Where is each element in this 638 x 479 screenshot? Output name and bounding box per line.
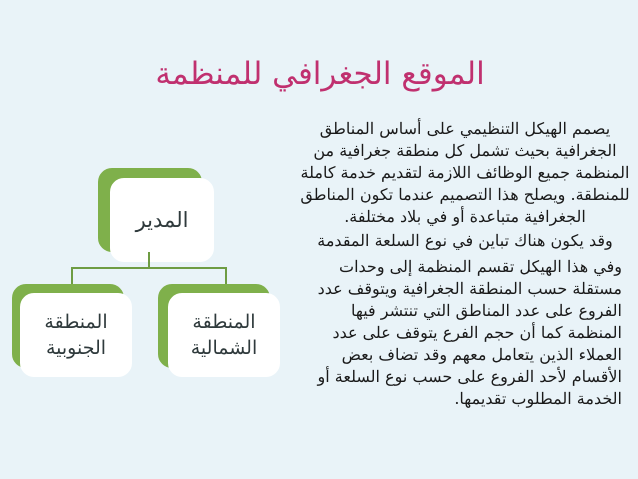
slide-title: الموقع الجغرافي للمنظمة [155,56,485,92]
north-region-line2: الشمالية [190,337,258,359]
paragraph-3: وفي هذا الهيكل تقسم المنظمة إلى وحدات مستقلة حسب المنطقة الجغرافية ويتوقف عدد الفروع على عدد المناطق التي تنتشر فيها المنظمة كما أن حجم الفرع يتوقف على عدد العملاء الذين يتعامل معهم وقد تضاف بعض الأقسام لأحد الفروع على حسب نوع السلعة أو الخدمة المطلوب تقديمها. [317,257,622,408]
south-region-box [20,293,132,377]
south-region-line2: الجنوبية [45,337,107,359]
paragraph-1: يصمم الهيكل التنظيمي على أساس المناطق الجغرافية بحيث تشمل كل منطقة جغرافية من المنظمة جميع الوظائف اللازمة لتقديم خدمة كاملة للمنطقة. ويصلح هذا التصميم عندما تكون المناطق الجغرافية متباعدة أو في بلاد مختلفة. [300,119,630,226]
connector-left-drop [71,267,73,285]
north-region-line1: المنطقة [192,311,256,333]
body-text [300,118,630,410]
north-region-box [168,293,280,377]
paragraph-2: وقد يكون هناك تباين في نوع السلعة المقدمة [317,231,613,250]
south-region-line1: المنطقة [44,311,108,333]
connector-right-drop [225,267,227,285]
root-box [110,178,214,262]
root-label: المدير [135,208,189,232]
connector-vertical-top [148,252,150,268]
connector-horizontal [71,267,227,269]
